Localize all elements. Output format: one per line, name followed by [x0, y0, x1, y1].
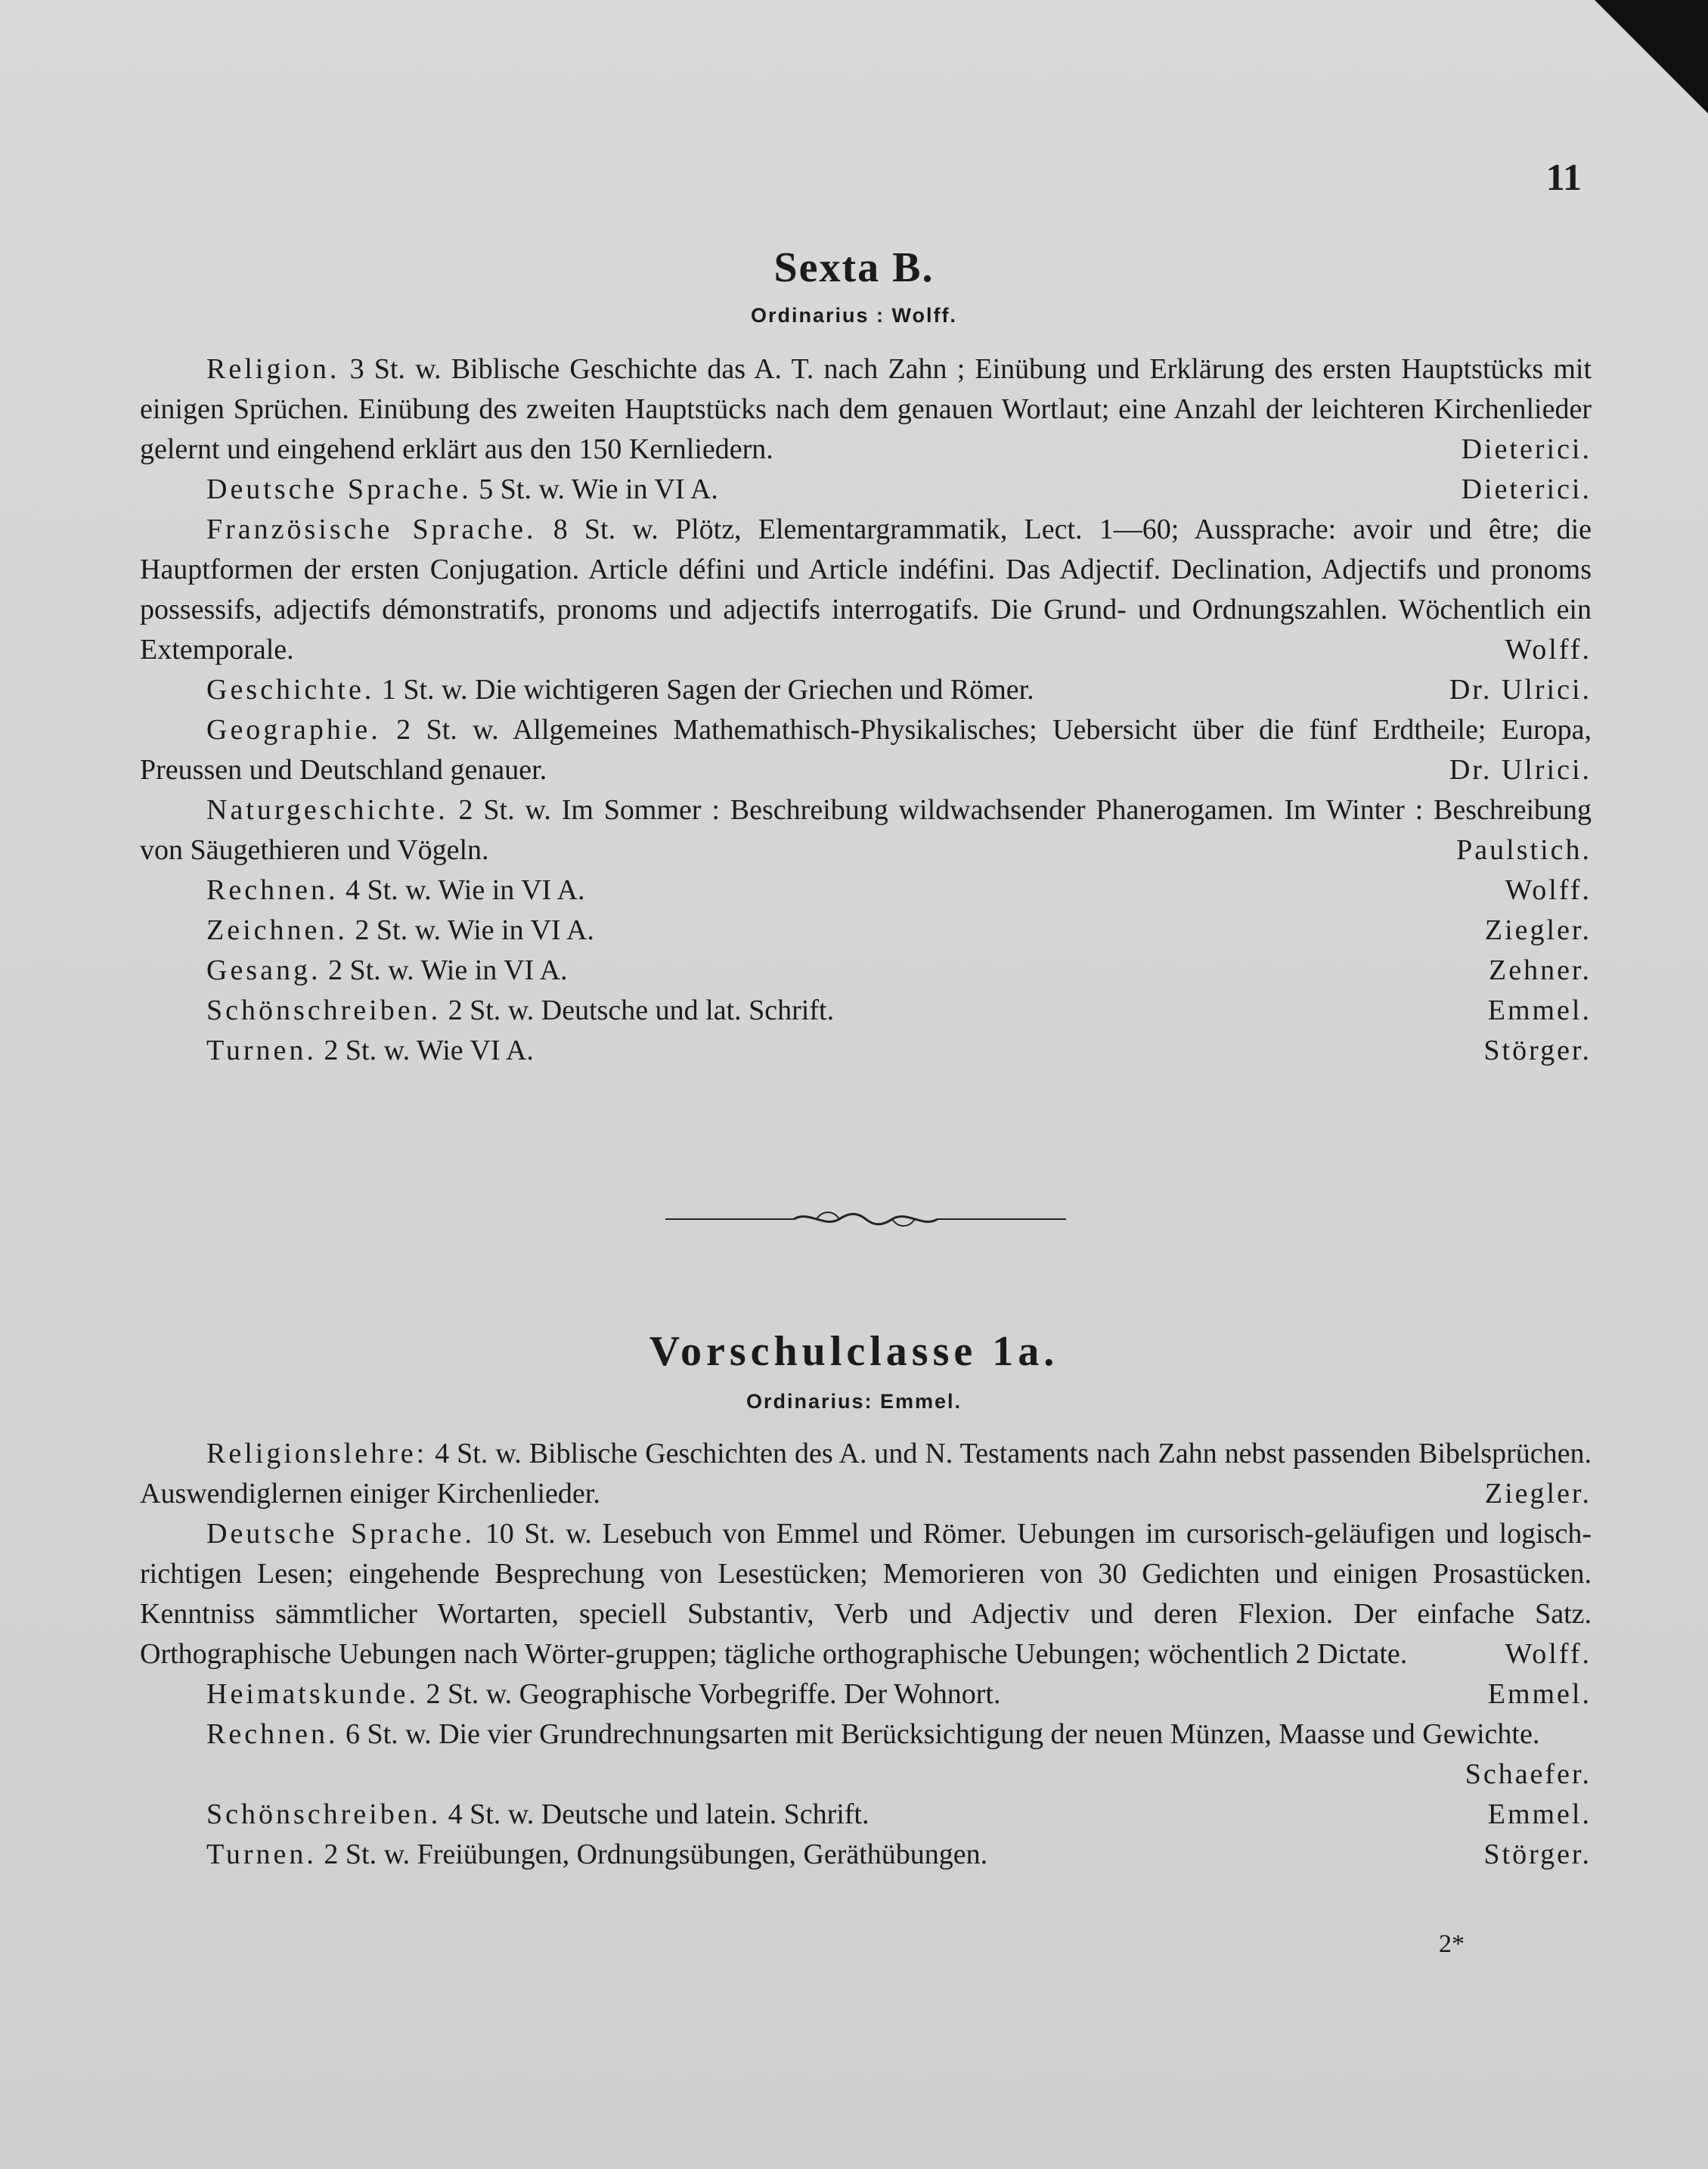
subject-entry	[140, 670, 1592, 710]
subject-description: 5 St. w. Wie in VI A.	[479, 473, 718, 505]
subject-label: Rechnen.	[206, 874, 339, 906]
subject-entry	[140, 1714, 1592, 1795]
subject-description: 2 St. w. Im Sommer : Beschreibung wildwachsender Phanerogamen. Im Winter : Beschreibung von Säugethieren und Vögeln.	[140, 794, 1592, 866]
ornament-divider	[665, 1202, 1066, 1236]
subject-description: 2 St. w. Deutsche und lat. Schrift.	[448, 995, 835, 1026]
page-number: 11	[1545, 156, 1582, 198]
teacher-name: Störger.	[1483, 1035, 1592, 1066]
teacher-name: Dr. Ulrici.	[1449, 754, 1592, 786]
subject-description: 2 St. w. Wie VI A.	[324, 1035, 534, 1066]
subject-label: Turnen.	[206, 1839, 317, 1870]
subject-label: Religionslehre:	[206, 1438, 428, 1469]
section-title-sexta-b: Sexta B.	[773, 244, 935, 291]
subject-label: Gesang.	[206, 954, 321, 986]
teacher-name: Emmel.	[1487, 995, 1592, 1026]
teacher-name: Emmel.	[1487, 1678, 1592, 1710]
subject-label: Schönschreiben.	[206, 995, 442, 1026]
page-corner-fold	[1595, 0, 1708, 113]
subject-label: Französische Sprache.	[206, 514, 537, 545]
teacher-name: Wolff.	[1505, 874, 1592, 906]
teacher-name: Wolff.	[1505, 634, 1592, 666]
subject-entry	[140, 991, 1592, 1031]
subject-entry	[140, 349, 1592, 470]
teacher-name: Dr. Ulrici.	[1449, 674, 1592, 706]
subject-entry	[140, 1031, 1592, 1071]
subject-label: Rechnen.	[206, 1718, 339, 1750]
subject-label: Naturgeschichte.	[206, 794, 448, 826]
subject-description: 10 St. w. Lesebuch von Emmel und Römer. Uebungen im cursorisch-geläufigen und logisch-richtigen Lesen; eingehende Besprechung von Lesestücken; Memorieren von 30 Gedichten und einigen Prosastücken. Kenntniss sämmtlicher Wortarten, speciell Substantiv, Verb und Adjectiv und deren Flexion. Der einfache Satz. Orthographische Uebungen nach Wörter-gruppen; tägliche orthographische Uebungen; wöchentlich 2 Dictate.	[140, 1518, 1592, 1670]
subject-description: 6 St. w. Die vier Grundrechnungsarten mit Berücksichtigung der neuen Münzen, Maasse und Gewichte.	[345, 1718, 1540, 1750]
ordinarius-vorschulclasse-1a: Ordinarius: Emmel.	[746, 1390, 962, 1413]
entries-vorschulclasse-1a	[140, 1434, 1592, 1875]
subject-entry	[140, 1835, 1592, 1875]
teacher-name: Ziegler.	[1484, 914, 1592, 946]
teacher-name: Emmel.	[1487, 1798, 1592, 1830]
subject-description: 4 St. w. Wie in VI A.	[345, 874, 585, 906]
subject-label: Turnen.	[206, 1035, 317, 1066]
subject-description: 2 St. w. Wie in VI A.	[355, 914, 594, 946]
subject-description: 2 St. w. Wie in VI A.	[327, 954, 568, 986]
subject-entry	[140, 510, 1592, 670]
subject-entry	[140, 951, 1592, 991]
entries-sexta-b	[140, 349, 1592, 1071]
subject-label: Schönschreiben.	[206, 1798, 442, 1830]
teacher-name: Zehner.	[1488, 954, 1592, 986]
subject-entry	[140, 470, 1592, 510]
subject-description: 2 St. w. Freiübungen, Ordnungsübungen, Geräthübungen.	[324, 1839, 988, 1870]
teacher-name: Paulstich.	[1456, 834, 1592, 866]
subject-description: 2 St. w. Allgemeines Mathemathisch-Physikalisches; Uebersicht über die fünf Erdtheile; Europa, Preussen und Deutschland genauer.	[140, 714, 1592, 786]
subject-description: 8 St. w. Plötz, Elementargrammatik, Lect. 1—60; Aussprache: avoir und être; die Hauptformen der ersten Conjugation. Article défini und Article indéfini. Das Adjectif. Declination, Adjectifs und pronoms possessifs, adjectifs démonstratifs, pronoms und adjectifs interrogatifs. Die Grund- und Ordnungszahlen. Wöchentlich ein Extemporale.	[140, 514, 1592, 666]
teacher-name: Dieterici.	[1461, 473, 1592, 505]
section-title-vorschulclasse-1a: Vorschulclasse 1a.	[649, 1328, 1059, 1375]
subject-description: 4 St. w. Biblische Geschichten des A. und N. Testaments nach Zahn nebst passenden Bibelsprüchen. Auswendiglernen einiger Kirchenlieder.	[140, 1438, 1592, 1510]
subject-label: Geographie.	[206, 714, 381, 746]
subject-label: Religion.	[206, 353, 340, 385]
teacher-name: Ziegler.	[1484, 1478, 1592, 1510]
subject-entry	[140, 1514, 1592, 1674]
subject-entry	[140, 790, 1592, 870]
subject-entry	[140, 1674, 1592, 1714]
teacher-name: Dieterici.	[1461, 433, 1592, 465]
subject-entry	[140, 710, 1592, 790]
subject-entry	[140, 870, 1592, 911]
subject-label: Zeichnen.	[206, 914, 348, 946]
subject-description: 2 St. w. Geographische Vorbegriffe. Der Wohnort.	[426, 1678, 1001, 1710]
ordinarius-sexta-b: Ordinarius : Wolff.	[751, 304, 957, 327]
subject-label: Geschichte.	[206, 674, 375, 706]
teacher-name: Störger.	[1483, 1839, 1592, 1870]
subject-description: 1 St. w. Die wichtigeren Sagen der Griechen und Römer.	[381, 674, 1034, 706]
subject-label: Deutsche Sprache.	[206, 473, 472, 505]
subject-label: Deutsche Sprache.	[206, 1518, 475, 1550]
subject-entry	[140, 1795, 1592, 1835]
teacher-name: Wolff.	[1505, 1638, 1592, 1670]
subject-entry	[140, 911, 1592, 951]
subject-description: 3 St. w. Biblische Geschichte das A. T. nach Zahn ; Einübung und Erklärung des ersten Hauptstücks mit einigen Sprüchen. Einübung des zweiten Hauptstücks nach dem genauen Wortlaut; eine Anzahl der leichteren Kirchenlieder gelernt und eingehend erklärt aus den 150 Kernliedern.	[140, 353, 1592, 465]
subject-label: Heimatskunde.	[206, 1678, 420, 1710]
signature-mark: 2*	[1439, 1930, 1465, 1958]
subject-description: 4 St. w. Deutsche und latein. Schrift.	[448, 1798, 869, 1830]
teacher-name: Schaefer.	[1465, 1758, 1592, 1790]
subject-entry	[140, 1434, 1592, 1514]
